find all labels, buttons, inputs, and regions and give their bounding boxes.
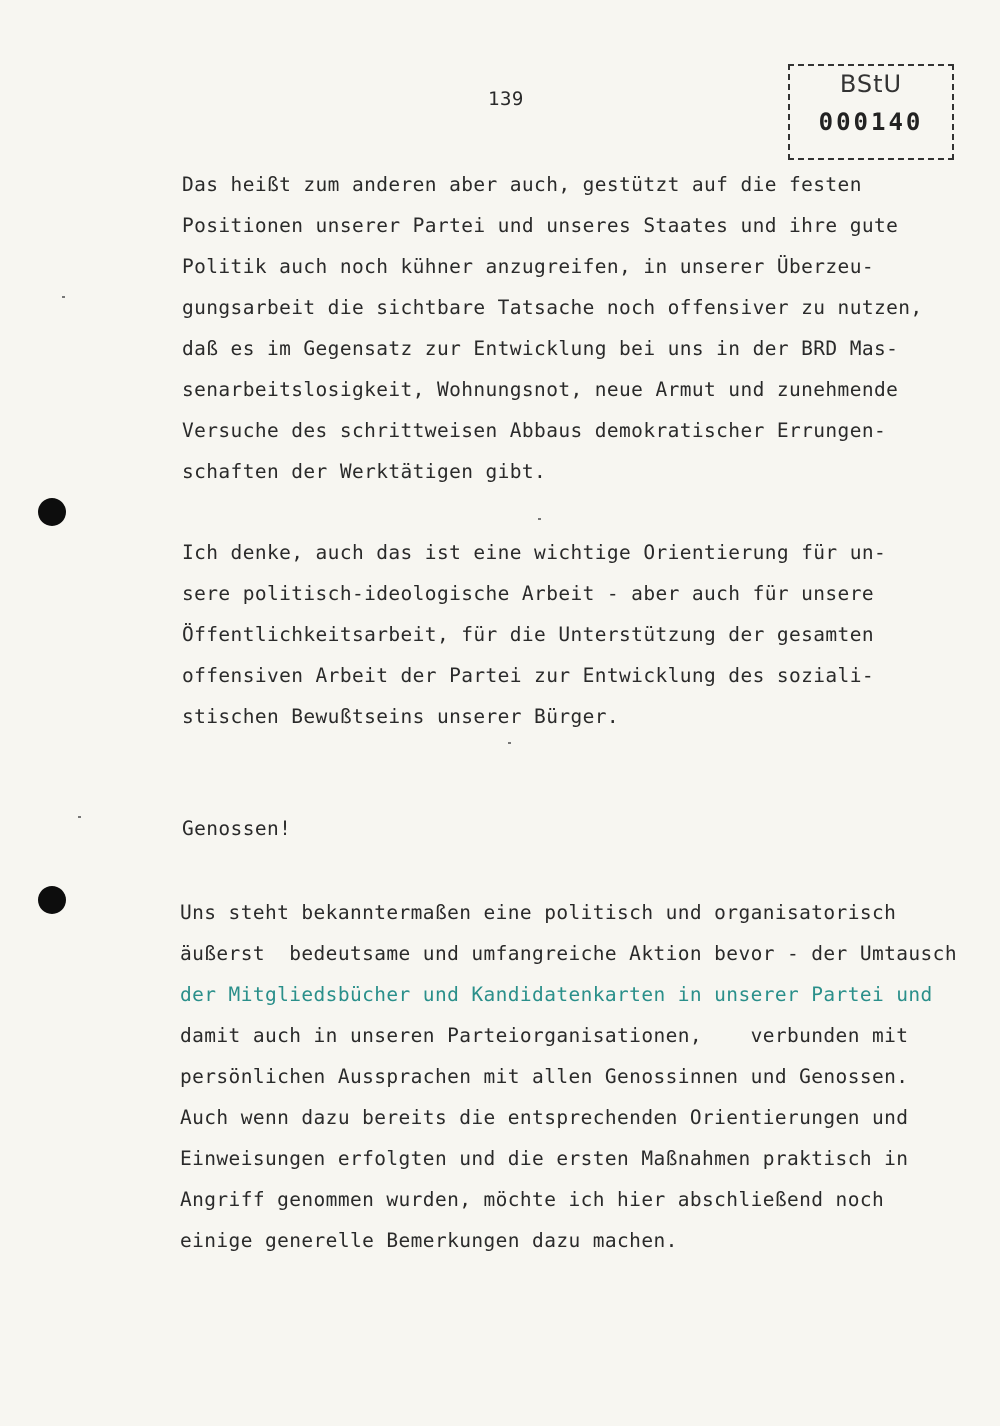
text-line: daß es im Gegensatz zur Entwicklung bei uns in der BRD Mas- (182, 337, 899, 360)
text-line: offensiven Arbeit der Partei zur Entwicklung des soziali- (182, 664, 874, 687)
stamp-number: 000140 (818, 108, 924, 136)
text-line: Uns steht bekanntermaßen eine politisch und organisatorisch (180, 901, 897, 924)
text-line: Auch wenn dazu bereits die entsprechenden Orientierungen und (180, 1106, 909, 1129)
text-line: Genossen! (182, 817, 292, 840)
page-number: 139 (488, 88, 524, 110)
paragraph-2 (182, 532, 886, 737)
text-line: sere politisch-ideologische Arbeit - aber auch für unsere (182, 582, 874, 605)
text-line: damit auch in unseren Parteiorganisationen, verbunden mit (180, 1024, 909, 1047)
text-line: Angriff genommen wurden, möchte ich hier abschließend noch (180, 1188, 885, 1211)
text-line: äußerst bedeutsame und umfangreiche Aktion bevor - der Umtausch (180, 942, 957, 965)
text-line: gungsarbeit die sichtbare Tatsache noch offensiver zu nutzen, (182, 296, 923, 319)
paper-speck (538, 518, 541, 520)
text-line: stischen Bewußtseins unserer Bürger. (182, 705, 620, 728)
paragraph-1 (182, 164, 923, 492)
archive-stamp (788, 64, 954, 160)
text-line: Das heißt zum anderen aber auch, gestützt auf die festen (182, 173, 862, 196)
text-line: Positionen unserer Partei und unseres Staates und ihre gute (182, 214, 899, 237)
punch-hole-top (38, 498, 66, 526)
salutation (182, 808, 291, 849)
text-line: Ich denke, auch das ist eine wichtige Orientierung für un- (182, 541, 887, 564)
paper-speck (62, 296, 65, 298)
stamp-title: BStU (839, 70, 903, 98)
text-line: Einweisungen erfolgten und die ersten Maßnahmen praktisch in (180, 1147, 909, 1170)
text-line: Versuche des schrittweisen Abbaus demokratischer Errungen- (182, 419, 887, 442)
text-line: einige generelle Bemerkungen dazu machen. (180, 1229, 678, 1252)
text-line: Öffentlichkeitsarbeit, für die Unterstützung der gesamten (182, 623, 874, 646)
text-line: persönlichen Aussprachen mit allen Genossinnen und Genossen. (180, 1065, 909, 1088)
paper-speck (508, 742, 511, 744)
text-line-highlighted: der Mitgliedsbücher und Kandidatenkarten in unserer Partei und (180, 983, 933, 1006)
paper-speck (78, 816, 81, 818)
paragraph-4 (180, 892, 957, 1261)
text-line: senarbeitslosigkeit, Wohnungsnot, neue Armut und zunehmende (182, 378, 899, 401)
text-line: schaften der Werktätigen gibt. (182, 460, 547, 483)
punch-hole-bottom (38, 886, 66, 914)
text-line: Politik auch noch kühner anzugreifen, in unserer Überzeu- (182, 255, 874, 278)
